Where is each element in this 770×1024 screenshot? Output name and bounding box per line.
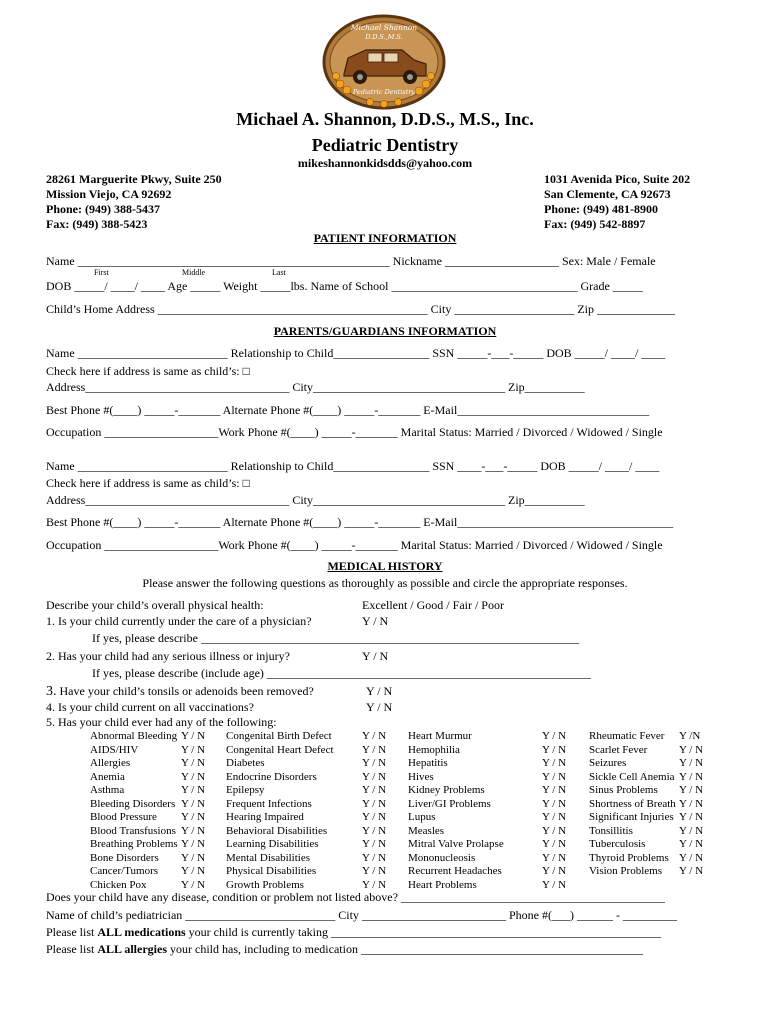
question-3-text: Have your child’s tonsils or adenoids been removed?	[56, 684, 314, 698]
condition-answer[interactable]: Y / N	[181, 878, 206, 891]
condition-answer[interactable]: Y / N	[181, 865, 206, 877]
office-left-phone: Phone: (949) 388-5437	[46, 202, 160, 216]
condition-item: Anemia	[90, 770, 125, 783]
condition-answer[interactable]: Y / N	[181, 824, 206, 837]
condition-item: Heart Murmur	[408, 730, 472, 742]
condition-answer[interactable]: Y / N	[679, 811, 704, 823]
condition-answer[interactable]: Y / N	[181, 770, 206, 783]
condition-item: Significant Injuries	[589, 811, 674, 823]
guardian2-same-address-checkbox[interactable]: Check here if address is same as child’s: □	[46, 476, 250, 490]
condition-answer[interactable]: Y / N	[542, 838, 567, 850]
condition-item: Scarlet Fever	[589, 743, 648, 756]
condition-answer[interactable]: Y / N	[679, 757, 704, 769]
condition-answer[interactable]: Y / N	[362, 757, 387, 769]
condition-item: Abnormal Bleeding	[90, 730, 178, 742]
conditions-col4	[589, 730, 676, 879]
condition-item: Seizures	[589, 757, 627, 769]
condition-item: Blood Pressure	[90, 811, 157, 823]
condition-item: Kidney Problems	[408, 784, 485, 796]
condition-item: Mitral Valve Prolapse	[408, 838, 504, 850]
condition-item: Growth Problems	[226, 878, 304, 891]
guardian1-phone-field[interactable]: Best Phone #(____) _____-_______ Alternate Phone #(____) _____-_______ E-Mail________________________________	[46, 403, 650, 417]
question-3-number: 3.	[46, 684, 57, 699]
condition-answer[interactable]: Y / N	[362, 770, 387, 783]
logo-name-line1: Michael Shannon	[350, 23, 418, 32]
condition-item: Hearing Impaired	[226, 811, 304, 823]
office-left-city: Mission Viejo, CA 92692	[46, 187, 172, 201]
condition-answer[interactable]: Y / N	[362, 865, 387, 877]
condition-answer[interactable]: Y / N	[181, 730, 206, 742]
allergies-suffix: your child has, including to medication _______________________________________________	[167, 942, 643, 956]
condition-item: Lupus	[408, 811, 436, 823]
condition-item: Breathing Problems	[90, 838, 178, 850]
condition-answer[interactable]: Y / N	[542, 797, 567, 810]
condition-answer[interactable]: Y / N	[679, 851, 704, 864]
condition-item: Frequent Infections	[226, 797, 312, 810]
parents-heading: PARENTS/GUARDIANS INFORMATION	[273, 324, 497, 338]
guardian2-address-field[interactable]: Address__________________________________ City________________________________ Zip__________	[46, 493, 585, 507]
guardian2-phone-field[interactable]: Best Phone #(____) _____-_______ Alternate Phone #(____) _____-_______ E-Mail____________________________________	[46, 515, 674, 529]
condition-item: Measles	[408, 824, 445, 837]
allergies-emphasis: ALL allergies	[97, 942, 167, 956]
guardian1-same-address-checkbox[interactable]: Check here if address is same as child’s: □	[46, 364, 250, 378]
logo-name-line2: D.D.S.,M.S.	[365, 33, 403, 41]
condition-answer[interactable]: Y / N	[679, 797, 704, 810]
condition-item: Shortness of Breath	[589, 797, 676, 810]
question-4: 4. Is your child current on all vaccinations?	[46, 700, 254, 714]
condition-answer[interactable]: Y / N	[362, 811, 387, 823]
medications-field[interactable]	[46, 925, 661, 939]
condition-item: Bleeding Disorders	[90, 797, 176, 810]
health-question: Describe your child’s overall physical health:	[46, 598, 264, 612]
medications-prefix: Please list	[46, 925, 98, 939]
condition-item: Hepatitis	[408, 757, 448, 769]
patient-info-heading: PATIENT INFORMATION	[313, 231, 457, 245]
condition-item: Mental Disabilities	[226, 851, 311, 864]
condition-item: Diabetes	[226, 757, 265, 769]
condition-item: Tuberculosis	[589, 838, 646, 850]
condition-item: Sinus Problems	[589, 784, 658, 796]
question-1-describe-field[interactable]: If yes, please describe _______________________________________________________________	[92, 631, 579, 645]
medical-instructions: Please answer the following questions as thoroughly as possible and circle the appropriate responses.	[142, 576, 628, 590]
guardian1-occupation-field[interactable]: Occupation ___________________Work Phone #(____) _____-_______ Marital Status: Married / Divorced / Widowed / Single	[46, 425, 663, 439]
logo-tagline: Pediatric Dentistry	[352, 88, 416, 96]
condition-answer[interactable]: Y / N	[679, 824, 704, 837]
question-2-describe-field[interactable]: If yes, please describe (include age) ______________________________________________________	[92, 666, 591, 680]
conditions-col3	[408, 730, 504, 892]
condition-answer[interactable]: Y / N	[181, 743, 206, 756]
guardian1-name-field[interactable]: Name _________________________ Relationship to Child________________ SSN _____-___-_____ DOB _____/ ____/ ____	[46, 346, 666, 360]
condition-item: Chicken Pox	[90, 878, 147, 891]
name-first-label: First	[94, 268, 109, 277]
patient-dob-field[interactable]: DOB _____/ ____/ ____ Age _____ Weight _____lbs. Name of School _______________________________ Grade _____	[46, 279, 643, 293]
question-1: 1. Is your child currently under the care of a physician?	[46, 614, 312, 628]
condition-answer[interactable]: Y / N	[362, 838, 387, 850]
condition-item: Sickle Cell Anemia	[589, 770, 675, 783]
condition-item: Vision Problems	[589, 865, 662, 877]
office-right-city: San Clemente, CA 92673	[544, 187, 671, 201]
condition-answer[interactable]: Y / N	[181, 851, 206, 864]
condition-answer[interactable]: Y / N	[679, 838, 704, 850]
allergies-prefix: Please list	[46, 942, 98, 956]
health-options[interactable]: Excellent / Good / Fair / Poor	[362, 598, 504, 612]
condition-answer[interactable]: Y / N	[181, 811, 206, 823]
guardian1-address-field[interactable]: Address__________________________________ City________________________________ Zip__________	[46, 380, 585, 394]
condition-answer[interactable]: Y / N	[542, 878, 567, 891]
practice-logo	[322, 14, 446, 110]
question-3-answer[interactable]: Y / N	[366, 684, 393, 698]
logo-graphic	[322, 14, 446, 110]
condition-item: Hemophilia	[408, 743, 460, 756]
condition-item: Rheumatic Fever	[589, 730, 665, 742]
pediatrician-field[interactable]: Name of child’s pediatrician _________________________ City ________________________ Phone #(___) ______ - _________	[46, 908, 677, 922]
office-right-street: 1031 Avenida Pico, Suite 202	[544, 172, 691, 186]
condition-item: Bone Disorders	[90, 851, 159, 864]
conditions-col3-answers	[542, 730, 566, 892]
condition-item: Behavioral Disabilities	[226, 824, 328, 837]
condition-item: Congenital Birth Defect	[226, 730, 332, 742]
condition-answer[interactable]: Y / N	[181, 784, 206, 796]
condition-answer[interactable]: Y / N	[542, 824, 567, 837]
guardian2-name-field[interactable]: Name _________________________ Relationship to Child________________ SSN ____-___-_____ DOB _____/ ____/ ____	[46, 459, 660, 473]
condition-item: Heart Problems	[408, 878, 477, 891]
condition-answer[interactable]: Y / N	[679, 770, 704, 783]
office-left-street: 28261 Marguerite Pkwy, Suite 250	[46, 172, 222, 186]
condition-answer[interactable]: Y / N	[542, 811, 567, 823]
condition-answer[interactable]: Y / N	[542, 851, 567, 864]
office-right-phone: Phone: (949) 481-8900	[544, 202, 658, 216]
condition-item: Cancer/Tumors	[90, 865, 159, 877]
guardian2-occupation-field[interactable]: Occupation ___________________Work Phone #(____) _____-_______ Marital Status: Married / Divorced / Widowed / Single	[46, 538, 663, 552]
condition-item: Epilepsy	[226, 784, 265, 796]
question-4-answer[interactable]: Y / N	[366, 700, 393, 714]
condition-answer[interactable]: Y / N	[679, 743, 704, 756]
condition-answer[interactable]: Y / N	[542, 770, 567, 783]
condition-answer[interactable]: Y / N	[181, 757, 206, 769]
medical-history-heading: MEDICAL HISTORY	[327, 559, 443, 573]
name-last-label: Last	[272, 268, 286, 277]
condition-answer[interactable]: Y / N	[181, 838, 206, 850]
condition-item: Blood Transfusions	[90, 824, 176, 837]
condition-answer[interactable]: Y / N	[362, 730, 387, 742]
medications-emphasis: ALL medications	[97, 925, 186, 939]
condition-answer[interactable]: Y / N	[542, 743, 567, 756]
condition-answer[interactable]: Y / N	[542, 865, 567, 877]
question-2-answer[interactable]: Y / N	[362, 649, 389, 663]
practice-subtitle: Pediatric Dentistry	[311, 135, 459, 155]
condition-item: Congenital Heart Defect	[226, 743, 334, 756]
condition-answer[interactable]: Y /N	[679, 730, 701, 742]
condition-item: Endocrine Disorders	[226, 770, 317, 783]
conditions-col1	[90, 730, 178, 892]
other-disease-field[interactable]: Does your child have any disease, condition or problem not listed above? ____________________________________________	[46, 890, 665, 904]
condition-item: Mononucleosis	[408, 851, 476, 864]
office-right-fax: Fax: (949) 542-8897	[544, 217, 646, 231]
practice-email: mikeshannonkidsdds@yahoo.com	[297, 156, 473, 170]
question-3	[46, 684, 314, 699]
condition-item: Thyroid Problems	[589, 851, 669, 864]
condition-answer[interactable]: Y / N	[181, 797, 206, 810]
conditions-col1-answers	[181, 730, 205, 892]
question-5: 5. Has your child ever had any of the following:	[46, 715, 277, 729]
question-1-answer[interactable]: Y / N	[362, 614, 389, 628]
condition-item: Allergies	[90, 757, 131, 769]
condition-item: Tonsillitis	[589, 824, 633, 837]
conditions-col4-answers	[679, 730, 703, 879]
condition-item: Learning Disabilities	[226, 838, 319, 850]
condition-answer[interactable]: Y / N	[362, 797, 387, 810]
medications-suffix: your child is currently taking _______________________________________________________	[185, 925, 661, 939]
question-2: 2. Has your child had any serious illness or injury?	[46, 649, 290, 663]
condition-item: Recurrent Headaches	[408, 865, 502, 877]
patient-address-field[interactable]: Child’s Home Address _____________________________________________ City ____________________ Zip _____________	[46, 302, 676, 316]
name-middle-label: Middle	[182, 268, 206, 277]
condition-answer[interactable]: Y / N	[362, 824, 387, 837]
condition-answer[interactable]: Y / N	[362, 784, 387, 796]
condition-answer[interactable]: Y / N	[679, 865, 704, 877]
condition-item: Liver/GI Problems	[408, 797, 491, 810]
condition-answer[interactable]: Y / N	[542, 757, 567, 769]
condition-item: AIDS/HIV	[90, 743, 139, 756]
conditions-col2	[226, 730, 334, 892]
condition-answer[interactable]: Y / N	[542, 784, 567, 796]
condition-answer[interactable]: Y / N	[542, 730, 567, 742]
condition-item: Physical Disabilities	[226, 865, 317, 877]
condition-item: Asthma	[90, 784, 125, 796]
allergies-field[interactable]	[46, 942, 643, 956]
practice-title: Michael A. Shannon, D.D.S., M.S., Inc.	[236, 109, 534, 129]
condition-item: Hives	[408, 770, 434, 783]
condition-answer[interactable]: Y / N	[679, 784, 704, 796]
conditions-col2-answers	[362, 730, 386, 892]
office-left-fax: Fax: (949) 388-5423	[46, 217, 148, 231]
condition-answer[interactable]: Y / N	[362, 743, 387, 756]
patient-name-field[interactable]: Name ____________________________________________________ Nickname ___________________ Sex: Male / Female	[46, 254, 656, 268]
condition-answer[interactable]: Y / N	[362, 851, 387, 864]
condition-answer[interactable]: Y / N	[362, 878, 387, 891]
